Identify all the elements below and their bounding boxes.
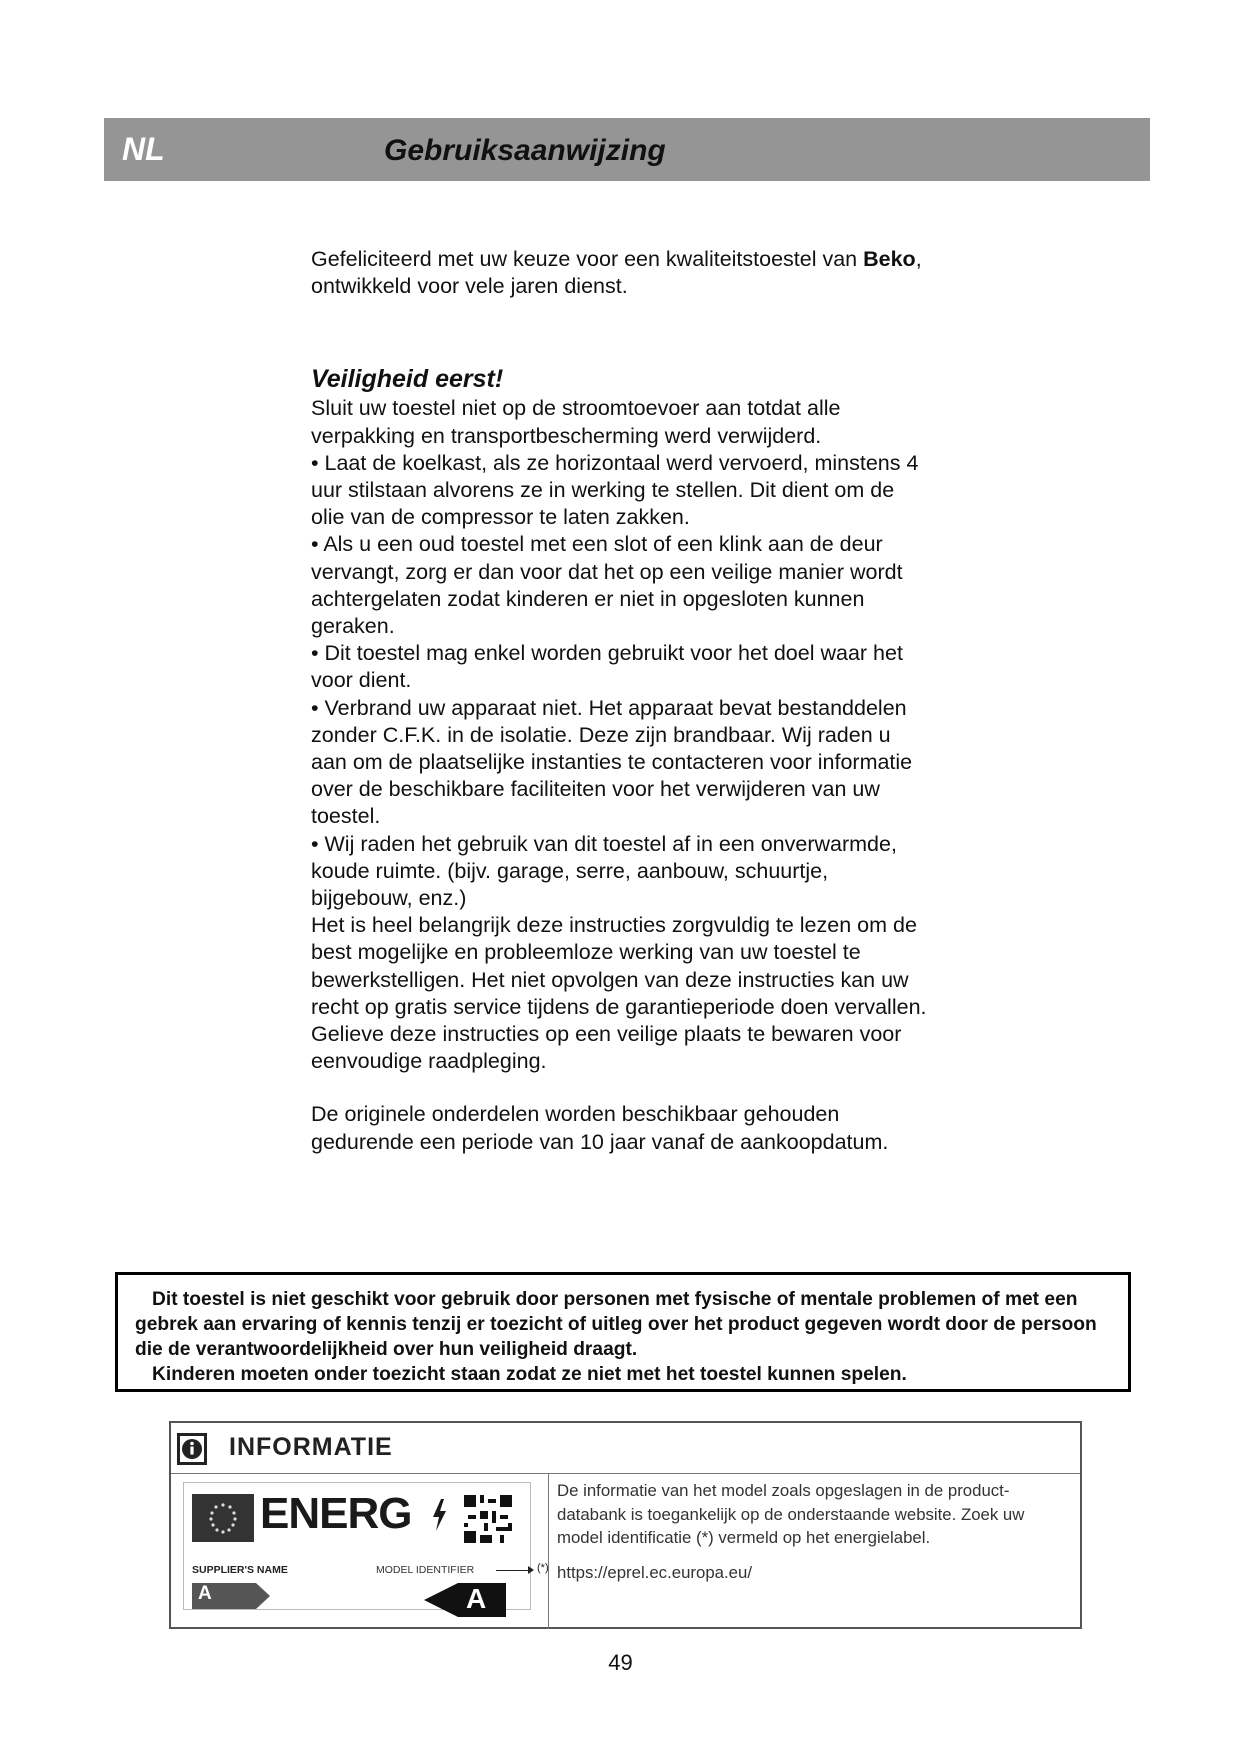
energy-label [183, 1482, 549, 1614]
safety-paragraph: Sluit uw toestel niet op de stroomtoevoer aan totdat alle verpakking en transportbescherming werd verwijderd. [311, 396, 841, 448]
brand-name: Beko [863, 247, 916, 271]
arrow-head-icon [528, 1566, 534, 1574]
intro-paragraph [311, 246, 931, 300]
eu-flag-icon [192, 1494, 254, 1542]
header-bar [104, 118, 1150, 181]
warning-box [115, 1272, 1131, 1392]
parts-note: De originele onderdelen worden beschikbaar gehouden gedurende een periode van 10 jaar vanaf de aankoopdatum. [311, 1102, 889, 1154]
safety-paragraph: Gelieve deze instructies op een veilige plaats te bewaren voor eenvoudige raadpleging. [311, 1022, 902, 1074]
asterisk-marker: (*) [537, 1562, 549, 1574]
language-code: NL [122, 131, 165, 167]
arrow-line [496, 1570, 530, 1571]
information-header [171, 1423, 1080, 1474]
page-number: 49 [608, 1650, 633, 1675]
information-box [169, 1421, 1082, 1629]
energy-class-right-text: A [466, 1583, 487, 1614]
intro-pre: Gefeliciteerd met uw keuze voor een kwaliteitstoestel van [311, 247, 864, 271]
energy-class-left-text: A [198, 1583, 212, 1604]
safety-bullet: • Wij raden het gebruik van dit toestel af in een onverwarmde, koude ruimte. (bijv. garage, serre, aanbouw, schuurtje, bijgebouw, enz.) [311, 831, 897, 911]
safety-paragraph: Het is heel belangrijk deze instructies zorgvuldig te lezen om de best mogelijke en probleemloze werking van uw toestel te bewerkstelligen. Het niet opvolgen van deze instructies kan uw recht op gratis service tijdens de garantieperiode doen vervallen. [311, 913, 927, 1019]
safety-bullet: • Verbrand uw apparaat niet. Het apparaat bevat bestanddelen zonder C.F.K. in de isolatie. Deze zijn brandbaar. Wij raden u aan om de plaatselijke instanties te contacteren voor informatie over de beschikbare faciliteiten voor het verwijderen van uw toestel. [311, 695, 913, 829]
model-identifier-label: MODEL IDENTIFIER [376, 1564, 475, 1576]
warning-text: Dit toestel is niet geschikt voor gebruik door personen met fysische of mentale problemen of met een gebrek aan ervaring of kennis tenzij er toezicht of uitleg over het product gegeven wordt door de persoon die de verantwoordelijkheid over hun veiligheid draagt. [135, 1289, 1097, 1360]
lightning-bolt-icon [430, 1499, 448, 1531]
safety-bullet: • Laat de koelkast, als ze horizontaal werd vervoerd, minstens 4 uur stilstaan alvorens ze in werking te stellen. Dit dient om de olie van de compressor te laten zakken. [311, 450, 919, 530]
warning-children-text: Kinderen moeten onder toezicht staan zodat ze niet met het toestel kunnen spelen. [152, 1364, 907, 1385]
energy-class-arrow-right [424, 1583, 506, 1617]
eprel-link[interactable]: https://eprel.ec.europa.eu/ [557, 1563, 752, 1582]
intro-post: , ontwikkeld voor vele jaren dienst. [311, 247, 922, 299]
supplier-name-label: SUPPLIER'S NAME [192, 1564, 288, 1576]
information-text: De informatie van het model zoals opgeslagen in de product-databank is toegankelijk op de onderstaande website. Zoek uw model identificatie (*) vermeld op het energielabel. [557, 1481, 1025, 1547]
info-icon [177, 1433, 207, 1465]
safety-heading: Veiligheid eerst! [311, 365, 504, 394]
safety-bullet: • Dit toestel mag enkel worden gebruikt voor het doel waar het voor dient. [311, 641, 903, 693]
page-title: Gebruiksaanwijzing [384, 134, 666, 167]
energy-wordmark: ENERG [260, 1489, 412, 1538]
divider [548, 1473, 549, 1629]
main-content [311, 246, 931, 1156]
safety-bullet: • Als u een oud toestel met een slot of een klink aan de deur vervangt, zorg er dan voor dat het op een veilige manier wordt achtergelaten zodat kinderen er niet in opgesloten kunnen geraken. [311, 532, 903, 639]
information-title: INFORMATIE [229, 1433, 393, 1461]
qr-code-icon [464, 1495, 512, 1543]
